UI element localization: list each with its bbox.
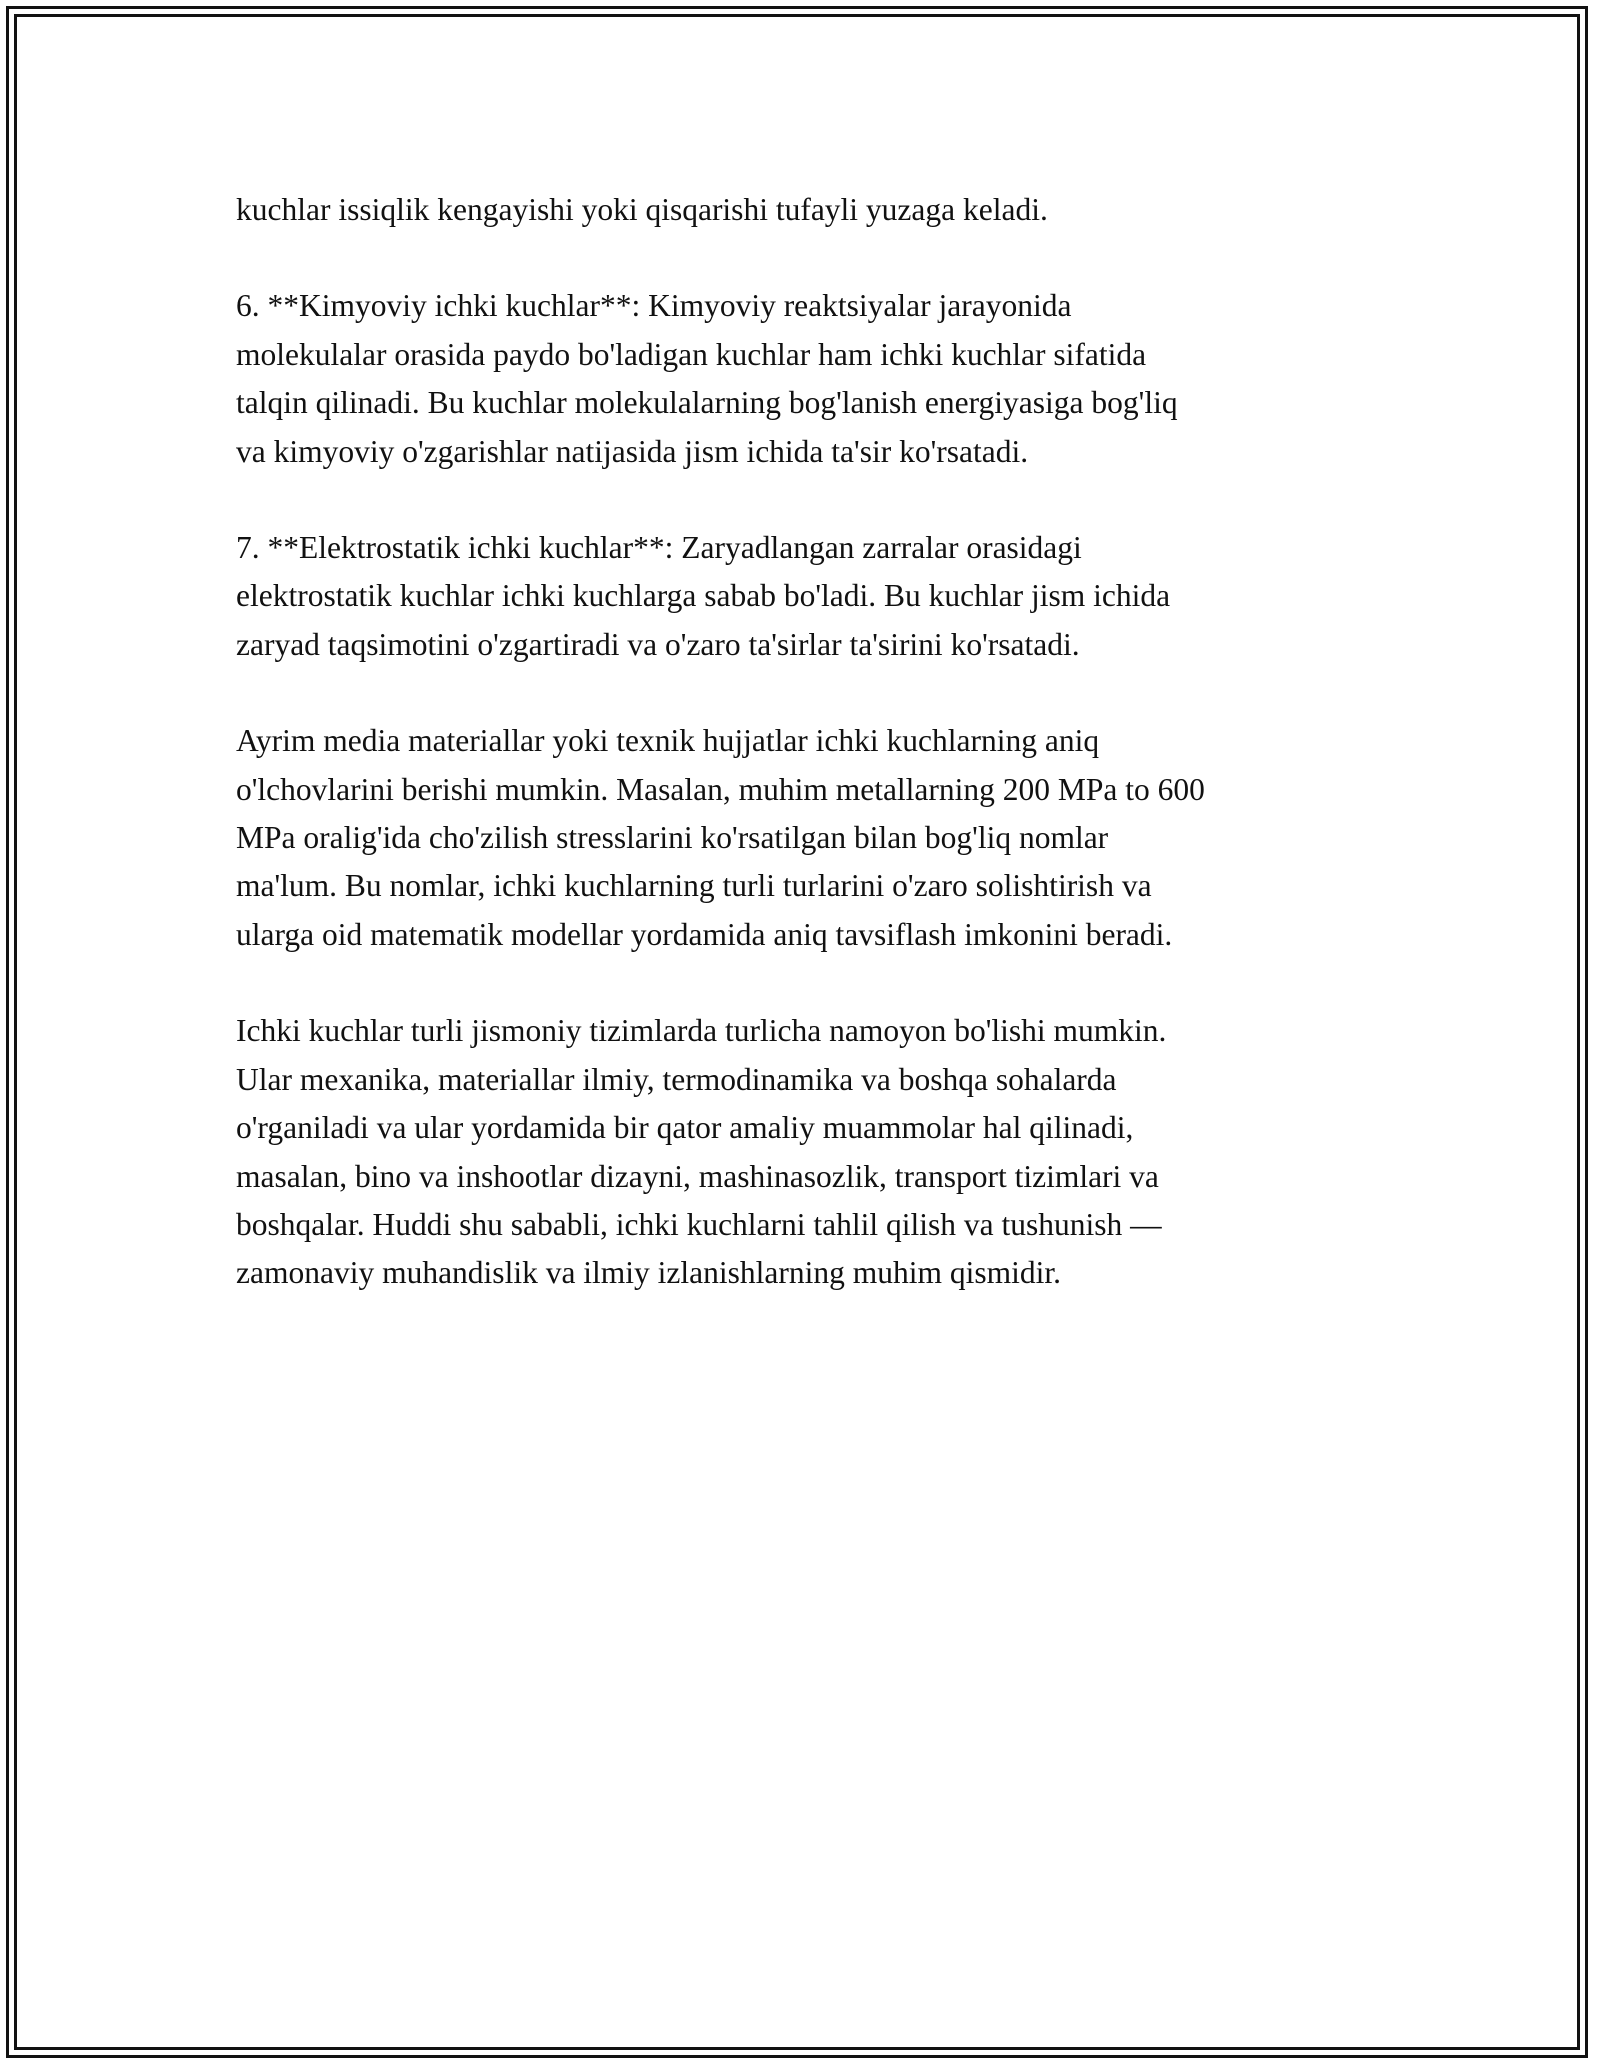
text-line: talqin qilinadi. Bu kuchlar molekulalarning bog'lanish energiyasiga bog'liq: [236, 385, 1178, 421]
paragraph-thermal-continuation: [236, 186, 1386, 234]
paragraph-electrostatic-forces: [236, 524, 1386, 669]
document-body: [236, 186, 1386, 1346]
text-line: 7. **Elektrostatik ichki kuchlar**: Zaryadlangan zarralar orasidagi: [236, 530, 1082, 566]
text-line: ularga oid matematik modellar yordamida aniq tavsiflash imkonini beradi.: [236, 916, 1173, 952]
text-line: MPa oralig'ida cho'zilish stresslarini ko'rsatilgan bilan bog'liq nomlar: [236, 820, 1109, 856]
text-line: zamonaviy muhandislik va ilmiy izlanishlarning muhim qismidir.: [236, 1255, 1062, 1291]
text-line: o'lchovlarini berishi mumkin. Masalan, muhim metallarning 200 MPa to 600: [236, 771, 1205, 807]
text-line: Ichki kuchlar turli jismoniy tizimlarda turlicha namoyon bo'lishi mumkin.: [236, 1013, 1167, 1049]
text-line: Ular mexanika, materiallar ilmiy, termodinamika va boshqa sohalarda: [236, 1061, 1117, 1097]
text-line: ma'lum. Bu nomlar, ichki kuchlarning turli turlarini o'zaro solishtirish va: [236, 868, 1152, 904]
paragraph-measurements: [236, 717, 1386, 959]
text-line: masalan, bino va inshootlar dizayni, mashinasozlik, transport tizimlari va: [236, 1158, 1159, 1194]
paragraph-conclusion: [236, 1007, 1386, 1297]
text-line: molekulalar orasida paydo bo'ladigan kuchlar ham ichki kuchlar sifatida: [236, 336, 1147, 372]
text-line: o'rganiladi va ular yordamida bir qator amaliy muammolar hal qilinadi,: [236, 1110, 1134, 1146]
text-line: 6. **Kimyoviy ichki kuchlar**: Kimyoviy reaktsiyalar jarayonida: [236, 288, 1072, 324]
text-line: elektrostatik kuchlar ichki kuchlarga sabab bo'ladi. Bu kuchlar jism ichida: [236, 578, 1171, 614]
paragraph-chemical-forces: [236, 282, 1386, 476]
text-line: kuchlar issiqlik kengayishi yoki qisqarishi tufayli yuzaga keladi.: [236, 192, 1048, 227]
text-line: Ayrim media materiallar yoki texnik hujjatlar ichki kuchlarning aniq: [236, 723, 1100, 759]
text-line: zaryad taqsimotini o'zgartiradi va o'zaro ta'sirlar ta'sirini ko'rsatadi.: [236, 626, 1080, 662]
text-line: va kimyoviy o'zgarishlar natijasida jism ichida ta'sir ko'rsatadi.: [236, 433, 1029, 469]
text-line: boshqalar. Huddi shu sababli, ichki kuchlarni tahlil qilish va tushunish —: [236, 1206, 1162, 1242]
